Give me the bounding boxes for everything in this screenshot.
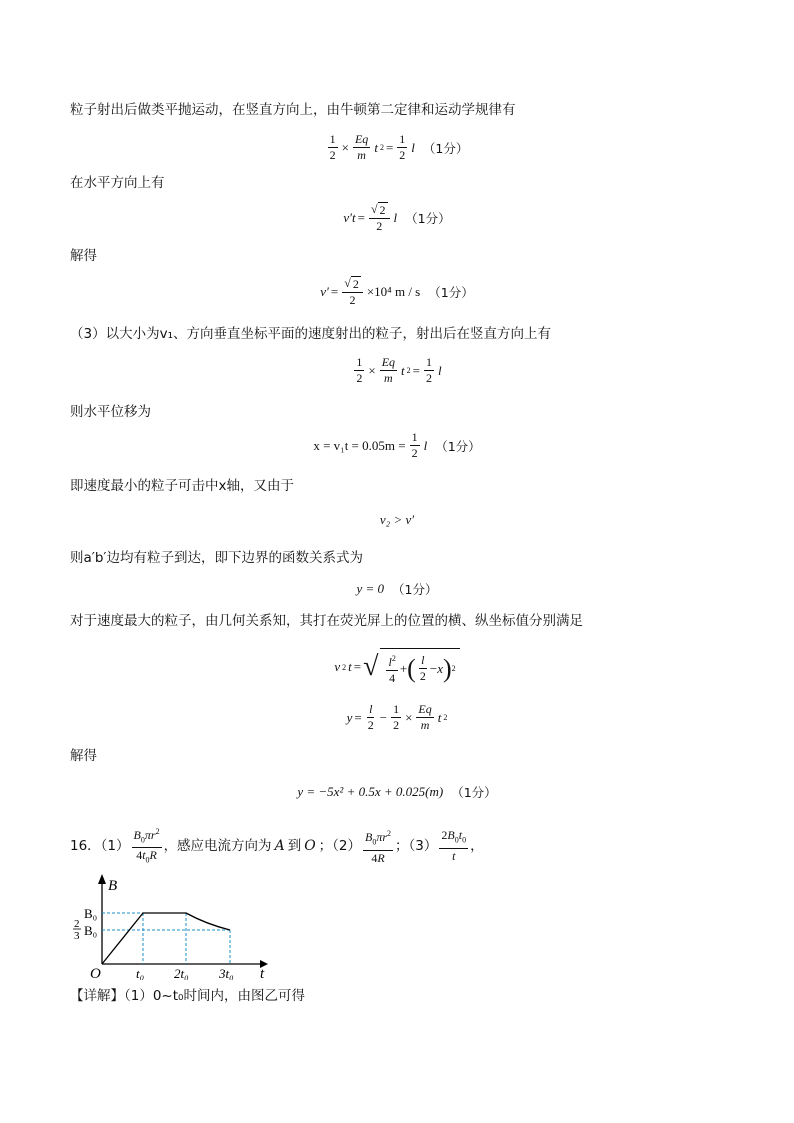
xtick-3t0: 3t₀ [219, 966, 234, 980]
text-line-6: 即速度最小的粒子可击中x轴，又由于 [70, 478, 294, 494]
score-label: （1分） [392, 582, 438, 597]
question-16-answers: 16．（1） $\frac{B_0\pi r^2}{4t_0R}$ ，感应电流方向为 A 到 O ；（2） $\frac{B_0\pi r^2}{4R}$ ；（3） $\frac{2B_0t_0}{t}$ ， [70, 824, 484, 868]
text-line-2: 在水平方向上有 [70, 175, 165, 191]
score-label: （1分） [451, 785, 497, 800]
q16-part2: ；（2） [318, 837, 362, 854]
detail-line: 【详解】（1）0~t₀时间内，由图乙可得 [70, 988, 305, 1004]
q16-part1-suffix: ，感应电流方向为 [163, 837, 272, 854]
v-prime-value: ×10⁴ m / s [366, 284, 421, 299]
q16-from: A [274, 837, 285, 854]
text-line-9: 解得 [70, 748, 97, 764]
text-line-4: （3）以大小为v₁、方向垂直坐标平面的速度射出的粒子，射出后在竖直方向上有 [70, 326, 551, 342]
two-thirds-num: 2 [74, 918, 80, 930]
score-label: （1分） [428, 285, 474, 300]
y-axis-label: B [108, 878, 118, 894]
score-label: （1分） [435, 438, 481, 454]
q16-to: O [304, 837, 316, 854]
b0-label: B₀ [84, 906, 98, 921]
y-zero: y = 0 [356, 581, 385, 596]
xtick-t0: t₀ [136, 966, 145, 980]
equation-9: y = $\frac{l}{2}$ − $\frac{1}{2}$ × $\frac{Eq}{m}$ t 2 [346, 702, 448, 732]
text-line-7: 则a′b′边均有粒子到达，即下边界的函数关系式为 [70, 550, 363, 566]
q16-end: ， [470, 837, 484, 854]
text-line-8: 对于速度最大的粒子，由几何关系知，其打在荧光屏上的位置的横、纵坐标值分别满足 [70, 613, 583, 629]
equation-4: $\frac{1}{2}$ × $\frac{Eq}{m}$ t 2 = $\frac{1}{2}$ l [356, 355, 442, 385]
q16-part1-prefix: 16．（1） [70, 837, 130, 854]
q16-part3: ；（3） [395, 837, 438, 854]
inequality: v₂ > v′ [379, 512, 415, 527]
text-line-1: 粒子射出后做类平抛运动，在竖直方向上，由牛顿第二定律和运动学规律有 [70, 102, 516, 118]
x-expression: x = v₁t = 0.05m = [313, 437, 406, 453]
two-thirds-b0-label: B₀ [84, 923, 98, 938]
xtick-2t0: 2t₀ [174, 966, 189, 980]
equation-5: x = v₁t = 0.05m = $\frac{1}{2}$ l （1分） [313, 430, 481, 460]
equation-1: $\frac{1}{2}$ × $\frac{Eq}{m}$ t 2 = $\frac{1}{2}$ l （1分） [329, 132, 469, 162]
y-axis-arrow-icon [98, 874, 106, 884]
equation-6 [0, 512, 794, 528]
equation-3: v′ = √ 2 2 ×10⁴ m / s （1分） [320, 276, 474, 307]
final-equation: y = −5x² + 0.5x + 0.025(m) [297, 784, 444, 799]
b-t-graph [70, 872, 270, 980]
equation-2: v′t = √ 2 2 l （1分） [343, 202, 451, 233]
text-line-5: 则水平位移为 [70, 404, 151, 420]
text-line-3: 解得 [70, 248, 97, 264]
b-curve [102, 913, 230, 964]
score-label: （1分） [422, 140, 469, 156]
score-label: （1分） [405, 211, 451, 226]
two-thirds-den: 3 [74, 930, 80, 942]
equation-10 [0, 783, 794, 801]
q16-to-word: 到 [287, 837, 302, 854]
x-axis-label: t [260, 966, 265, 980]
equation-8: v 2 t = √ $\frac{l^2}{4}$ + ( $\frac{l}{2}$ − x ) 2 [0, 648, 794, 686]
origin-label: O [90, 966, 101, 980]
equation-7 [0, 580, 794, 598]
